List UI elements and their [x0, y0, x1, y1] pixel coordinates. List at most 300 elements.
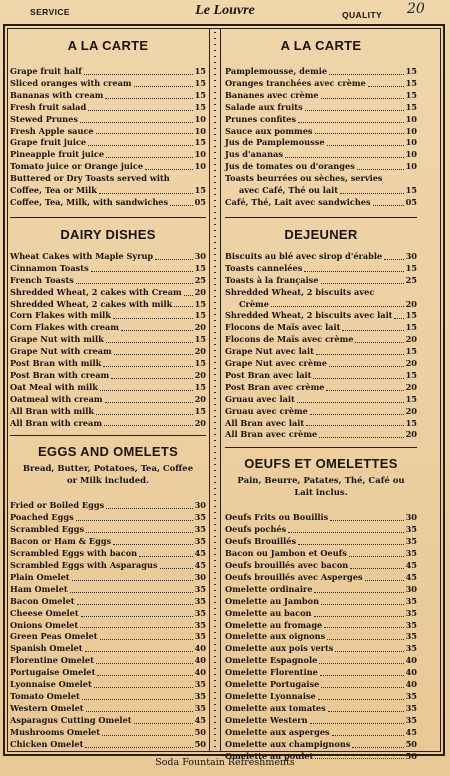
menu-item	[225, 679, 417, 691]
menu-item-price: 10	[405, 137, 417, 148]
eggs-list	[10, 500, 206, 750]
menu-item-name: Scrambled Eggs with Asparagus	[10, 560, 158, 570]
menu-item	[225, 584, 417, 596]
dairy-list	[10, 251, 206, 430]
dot-leader	[321, 604, 404, 605]
dot-leader	[342, 330, 404, 331]
menu-item-name: Café, Thé, Lait avec sandwiches	[225, 196, 371, 207]
menu-item-price: 40	[405, 655, 417, 666]
menu-item-name: Oeufs brouillés avec Asperges	[225, 571, 363, 582]
menu-item-price: 15	[194, 262, 206, 273]
dot-leader	[139, 556, 193, 557]
dot-leader	[105, 402, 193, 403]
menu-item-name: All Bran with milk	[10, 405, 95, 416]
menu-item-price: 15	[405, 369, 417, 380]
menu-item	[225, 334, 417, 346]
menu-item-name: Omelette au Jambon	[225, 595, 320, 606]
menu-item-name: Prunes confites	[225, 113, 296, 124]
dot-leader	[271, 306, 404, 307]
dot-leader	[100, 639, 193, 640]
menu-item-price: 10	[405, 113, 417, 124]
menu-item-name: Flocons de Maïs avec crème	[225, 334, 354, 345]
menu-item	[10, 394, 206, 406]
menu-item-price: 15	[405, 310, 417, 321]
dot-leader	[314, 616, 405, 617]
menu-item-price: 40	[405, 679, 417, 690]
menu-item	[10, 655, 206, 667]
menu-item-price: 35	[405, 619, 417, 630]
section-title-oeufs: OEUFS ET OMELETTES	[244, 456, 398, 472]
menu-item	[10, 418, 206, 430]
menu-item-price: 50	[405, 750, 417, 761]
menu-item-price: 45	[405, 560, 417, 570]
menu-item-price: 35	[405, 595, 417, 606]
dot-leader	[160, 568, 193, 569]
menu-item	[10, 608, 206, 620]
dot-leader	[365, 580, 404, 581]
dot-leader	[155, 259, 193, 260]
menu-item	[225, 173, 417, 185]
menu-item-name: Omelette Florentine	[225, 667, 318, 678]
menu-item-name: Asparagus Cutting Omelet	[10, 714, 132, 725]
menu-item-price: 15	[194, 77, 206, 88]
menu-item-name: Omelette aux pois verts	[225, 643, 334, 654]
menu-item	[10, 727, 206, 739]
menu-item-name: Tomato Omelet	[10, 690, 80, 701]
menu-item-name: Bananas with cream	[10, 89, 104, 100]
menu-item-price: 15	[194, 358, 206, 369]
menu-item	[10, 667, 206, 679]
menu-item-name: Salade aux fruits	[225, 101, 303, 112]
menu-item	[225, 78, 417, 90]
header-quality: QUALITY	[342, 10, 383, 20]
menu-item-name: Green Peas Omelet	[10, 631, 98, 642]
dot-leader	[328, 711, 404, 712]
dot-leader	[310, 723, 404, 724]
menu-item-name: Omelette au fromage	[225, 619, 323, 630]
dot-leader	[368, 86, 404, 87]
menu-item-price: 35	[194, 595, 206, 606]
menu-item-name: Omelette Lyonnaise	[225, 690, 316, 701]
menu-item	[10, 536, 206, 548]
menu-item-name: Poached Eggs	[10, 512, 74, 523]
dot-leader	[326, 390, 404, 391]
menu-item-price: 10	[405, 125, 417, 136]
dot-leader	[332, 735, 404, 736]
menu-item-name: Oatmeal with cream	[10, 393, 103, 404]
dot-leader	[99, 193, 193, 194]
menu-item	[225, 161, 417, 173]
menu-item	[10, 90, 206, 102]
menu-item-price: 45	[405, 726, 417, 737]
dot-leader	[319, 663, 404, 664]
menu-item-price: 20	[194, 369, 206, 380]
menu-item-price: 20	[405, 298, 417, 309]
menu-item-name: French Toasts	[10, 274, 74, 285]
menu-item-name: Toasts cannelées	[225, 262, 303, 273]
dot-leader	[298, 122, 404, 123]
menu-item-name: Crème	[239, 298, 269, 309]
menu-item-name: Plain Omelet	[10, 571, 70, 582]
dot-leader	[298, 544, 404, 545]
menu-item-price: 15	[194, 334, 206, 345]
section-title-a-la-carte-fr: A LA CARTE	[280, 38, 362, 53]
dot-leader	[321, 98, 404, 99]
menu-item-price: 35	[194, 583, 206, 594]
menu-item	[10, 263, 206, 275]
menu-item	[225, 382, 417, 394]
menu-item-name: Coffee, Tea or Milk	[10, 185, 97, 196]
menu-item-name: Post Bran avec crème	[225, 381, 325, 392]
column-divider	[209, 28, 221, 752]
menu-item-name: Buttered or Dry Toasts served with	[10, 173, 170, 184]
dot-leader	[80, 627, 193, 628]
oeufs-list	[225, 512, 417, 762]
menu-item	[225, 394, 417, 406]
dot-leader	[86, 711, 193, 712]
menu-item	[225, 322, 417, 334]
menu-item	[225, 536, 417, 548]
menu-item-name: Bananes avec crème	[225, 89, 319, 100]
menu-item-price: 20	[194, 393, 206, 404]
menu-item-price: 15	[405, 322, 417, 333]
menu-item-price: 20	[405, 429, 417, 440]
menu-item	[225, 66, 417, 78]
dot-leader	[313, 378, 404, 379]
menu-item-name: Fresh Apple sauce	[10, 125, 94, 136]
dot-leader	[102, 735, 193, 736]
dot-leader	[121, 330, 193, 331]
menu-item	[225, 251, 417, 263]
dot-leader	[72, 580, 193, 581]
dot-leader	[81, 616, 193, 617]
dot-leader	[80, 122, 193, 123]
menu-item-name: All Bran with cream	[10, 417, 102, 428]
menu-item-price: 50	[194, 726, 206, 737]
dot-leader	[320, 675, 404, 676]
menu-item-price: 50	[405, 738, 417, 749]
menu-item-price: 35	[194, 702, 206, 713]
menu-item	[10, 406, 206, 418]
dot-leader	[318, 699, 404, 700]
dot-leader	[97, 675, 193, 676]
menu-item-price: 20	[194, 286, 206, 297]
dot-leader	[114, 354, 193, 355]
menu-item-name: Shredded Wheat, 2 biscuits avec lait	[225, 310, 393, 321]
menu-item	[10, 287, 206, 299]
menu-item	[10, 631, 206, 643]
menu-item	[10, 524, 206, 536]
menu-item-price: 45	[194, 560, 206, 570]
section-title-eggs-omelets: EGGS AND OMELETS	[37, 444, 179, 460]
section-title-dejeuner: DEJEUNER	[284, 226, 358, 242]
menu-item	[225, 310, 417, 322]
menu-item-price: 35	[405, 643, 417, 654]
menu-item-name: Post Bran with cream	[10, 369, 110, 380]
menu-item-price: 15	[405, 346, 417, 357]
dot-leader	[91, 271, 193, 272]
menu-item	[10, 715, 206, 727]
menu-item-price: 35	[405, 690, 417, 701]
menu-item	[225, 358, 417, 370]
menu-item	[225, 715, 417, 727]
menu-item	[10, 382, 206, 394]
menu-item-price: 15	[405, 185, 417, 196]
menu-header	[0, 0, 450, 26]
menu-item-price: 30	[405, 512, 417, 523]
dot-leader	[315, 133, 404, 134]
menu-item-name: Tomato juice or Orange juice	[10, 161, 144, 172]
dot-leader	[96, 663, 193, 664]
menu-item	[225, 102, 417, 114]
menu-item	[225, 346, 417, 358]
menu-item	[10, 596, 206, 608]
dot-leader	[349, 556, 404, 557]
menu-item-name: Mushrooms Omelet	[10, 726, 101, 737]
menu-item-name: Omelette aux asperges	[225, 726, 330, 737]
menu-item-price: 15	[194, 89, 206, 100]
menu-item-price: 35	[194, 679, 206, 690]
menu-item	[10, 310, 206, 322]
menu-item-name: Grape fruit juice	[10, 137, 87, 148]
menu-item-price: 25	[194, 274, 206, 285]
menu-item-name: Omelette au bacon	[225, 607, 312, 618]
menu-item-price: 35	[194, 619, 206, 630]
menu-item-price: 15	[405, 417, 417, 428]
menu-item	[10, 185, 206, 197]
menu-item-name: Grape fruit half	[10, 66, 82, 76]
menu-item-name: Lyonnaise Omelet	[10, 679, 92, 690]
menu-item	[10, 584, 206, 596]
menu-item	[225, 197, 417, 209]
menu-item	[10, 102, 206, 114]
menu-item-price: 05	[405, 196, 417, 207]
menu-item	[225, 655, 417, 667]
menu-item	[225, 275, 417, 287]
menu-item-price: 10	[194, 161, 206, 172]
dot-leader	[104, 425, 193, 426]
handwritten-page-number: 20	[407, 1, 425, 17]
menu-item-name: Sauce aux pommes	[225, 125, 313, 136]
menu-item	[225, 418, 417, 430]
menu-item-price: 10	[194, 149, 206, 160]
oeufs-note-line-1: Pain, Beurre, Patates, Thé, Café ou	[237, 476, 405, 487]
menu-item-name: Bacon ou Jambon et Oeufs	[225, 548, 347, 559]
menu-item-price: 10	[405, 161, 417, 172]
menu-item-price: 20	[194, 322, 206, 333]
section-title-a-la-carte: A LA CARTE	[67, 38, 149, 53]
menu-item	[225, 512, 417, 524]
menu-item	[10, 691, 206, 703]
menu-item-price: 40	[194, 655, 206, 666]
menu-item-price: 20	[405, 334, 417, 345]
dot-leader	[100, 390, 193, 391]
menu-item-price: 25	[405, 274, 417, 285]
menu-item-price: 20	[405, 405, 417, 416]
menu-item-price: 15	[405, 393, 417, 404]
dot-leader	[76, 520, 193, 521]
menu-item-name: Ham Omelet	[10, 583, 68, 594]
dot-leader	[76, 283, 193, 284]
dot-leader	[106, 342, 193, 343]
menu-item	[10, 643, 206, 655]
menu-item-price: 35	[405, 607, 417, 618]
menu-item-price: 15	[405, 77, 417, 88]
dot-leader	[285, 157, 404, 158]
footer-text: Soda Fountain Refreshments	[155, 757, 295, 768]
menu-item	[10, 679, 206, 691]
dot-leader	[70, 592, 193, 593]
menu-item-name: Grape Nut with milk	[10, 334, 104, 345]
dejeuner-list	[225, 251, 417, 442]
menu-item-price: 20	[405, 381, 417, 392]
dot-leader	[88, 145, 193, 146]
menu-item-price: 35	[194, 607, 206, 618]
menu-item-price: 15	[194, 66, 206, 76]
menu-item-name: Post Bran avec lait	[225, 369, 312, 380]
menu-item	[10, 197, 206, 209]
menu-item-name: Fresh fruit salad	[10, 101, 87, 112]
menu-item-name: Portugaise Omelet	[10, 667, 96, 678]
menu-item-price: 40	[194, 643, 206, 654]
menu-item	[10, 370, 206, 382]
dot-leader	[170, 205, 193, 206]
dot-leader	[352, 747, 404, 748]
dot-leader	[394, 318, 404, 319]
menu-item-name: Omelette Espagnole	[225, 655, 318, 666]
menu-item	[10, 358, 206, 370]
menu-item-name: Florentine Omelet	[10, 655, 94, 666]
menu-item-name: Sliced oranges with cream	[10, 77, 132, 88]
menu-item	[225, 643, 417, 655]
menu-item	[10, 548, 206, 560]
menu-item	[225, 90, 417, 102]
menu-item-name: Oeufs brouillés avec bacon	[225, 560, 349, 570]
menu-item-price: 15	[194, 298, 206, 309]
menu-item	[10, 560, 206, 572]
menu-item	[225, 137, 417, 149]
menu-item-price: 30	[405, 250, 417, 261]
menu-item-price: 15	[194, 310, 206, 321]
dot-leader	[335, 651, 404, 652]
menu-item-name: Omelette aux tomates	[225, 702, 326, 713]
menu-item	[225, 620, 417, 632]
dot-leader	[357, 169, 404, 170]
dot-leader	[84, 74, 193, 75]
menu-item	[225, 703, 417, 715]
menu-item	[225, 126, 417, 138]
menu-item-name: Toasts à la française	[225, 274, 319, 285]
menu-item-price: 05	[194, 196, 206, 207]
menu-item-name: Grape Nut with cream	[10, 346, 112, 357]
dot-leader	[373, 205, 404, 206]
menu-item	[10, 346, 206, 358]
menu-item-name: Cinnamon Toasts	[10, 262, 89, 273]
menu-item-price: 15	[405, 66, 417, 76]
dot-leader	[314, 592, 404, 593]
menu-item-price: 35	[194, 512, 206, 523]
menu-item-name: Omelette aux oignons	[225, 631, 326, 642]
menu-item	[10, 78, 206, 90]
a-la-carte-list	[10, 66, 206, 209]
menu-item-price: 35	[194, 690, 206, 701]
dot-leader	[103, 366, 193, 367]
menu-item-name: Wheat Cakes with Maple Syrup	[10, 250, 154, 261]
dot-leader	[85, 651, 193, 652]
menu-item	[225, 406, 417, 418]
menu-item-price: 35	[405, 524, 417, 535]
dot-leader	[297, 402, 404, 403]
menu-item	[10, 173, 206, 185]
dot-leader	[340, 193, 404, 194]
menu-item	[225, 631, 417, 643]
dot-leader	[86, 532, 193, 533]
dot-leader	[94, 687, 193, 688]
dot-leader	[96, 414, 193, 415]
menu-item	[10, 334, 206, 346]
menu-item	[225, 287, 417, 299]
dot-leader	[319, 437, 404, 438]
menu-item-name: Omelette aux champignons	[225, 738, 351, 749]
menu-item-name: Corn Flakes with milk	[10, 310, 111, 321]
dot-leader	[305, 110, 404, 111]
menu-item	[225, 185, 417, 197]
menu-item	[225, 560, 417, 572]
menu-item-price: 15	[194, 137, 206, 148]
menu-item-price: 40	[405, 667, 417, 678]
section-title-dairy-dishes: DAIRY DISHES	[60, 226, 156, 242]
menu-item-name: Omelette ordinaire	[225, 583, 313, 594]
menu-item	[225, 727, 417, 739]
menu-item-price: 15	[194, 405, 206, 416]
dot-leader	[330, 520, 404, 521]
dot-leader	[327, 639, 404, 640]
menu-item	[10, 500, 206, 512]
dot-leader	[174, 306, 193, 307]
menu-item-price: 30	[405, 583, 417, 594]
menu-item-price: 20	[405, 358, 417, 369]
dot-leader	[113, 318, 193, 319]
menu-item-price: 45	[194, 714, 206, 725]
eggs-note-line-1: Bread, Butter, Potatoes, Tea, Coffee	[22, 464, 194, 475]
dot-leader	[321, 687, 404, 688]
menu-item-name: Oranges tranchées avec crème	[225, 77, 366, 88]
menu-item-price: 15	[194, 381, 206, 392]
menu-item	[10, 620, 206, 632]
menu-item-name: Gruau avec lait	[225, 393, 295, 404]
dot-leader	[111, 378, 193, 379]
menu-item	[10, 149, 206, 161]
menu-item-name: Chicken Omelet	[10, 738, 84, 749]
menu-item-name: Toasts beurrées ou sèches, servies	[225, 173, 383, 184]
dot-leader	[288, 532, 404, 533]
dot-leader	[106, 508, 193, 509]
dot-leader	[306, 425, 404, 426]
menu-item	[225, 114, 417, 126]
menu-item-name: Stewed Prunes	[10, 113, 78, 124]
english-column	[10, 30, 206, 751]
a-la-carte-fr-list	[225, 66, 417, 209]
menu-item-price: 15	[405, 262, 417, 273]
menu-item-name: Onions Omelet	[10, 619, 79, 630]
dot-leader	[384, 259, 404, 260]
brand-title: Le Louvre	[195, 3, 255, 18]
menu-item-price: 35	[194, 536, 206, 547]
menu-item	[225, 299, 417, 311]
menu-item-name: avec Café, Thé ou lait	[239, 185, 339, 196]
dot-leader	[321, 283, 404, 284]
eggs-note-line-2: or Milk included.	[66, 476, 150, 487]
